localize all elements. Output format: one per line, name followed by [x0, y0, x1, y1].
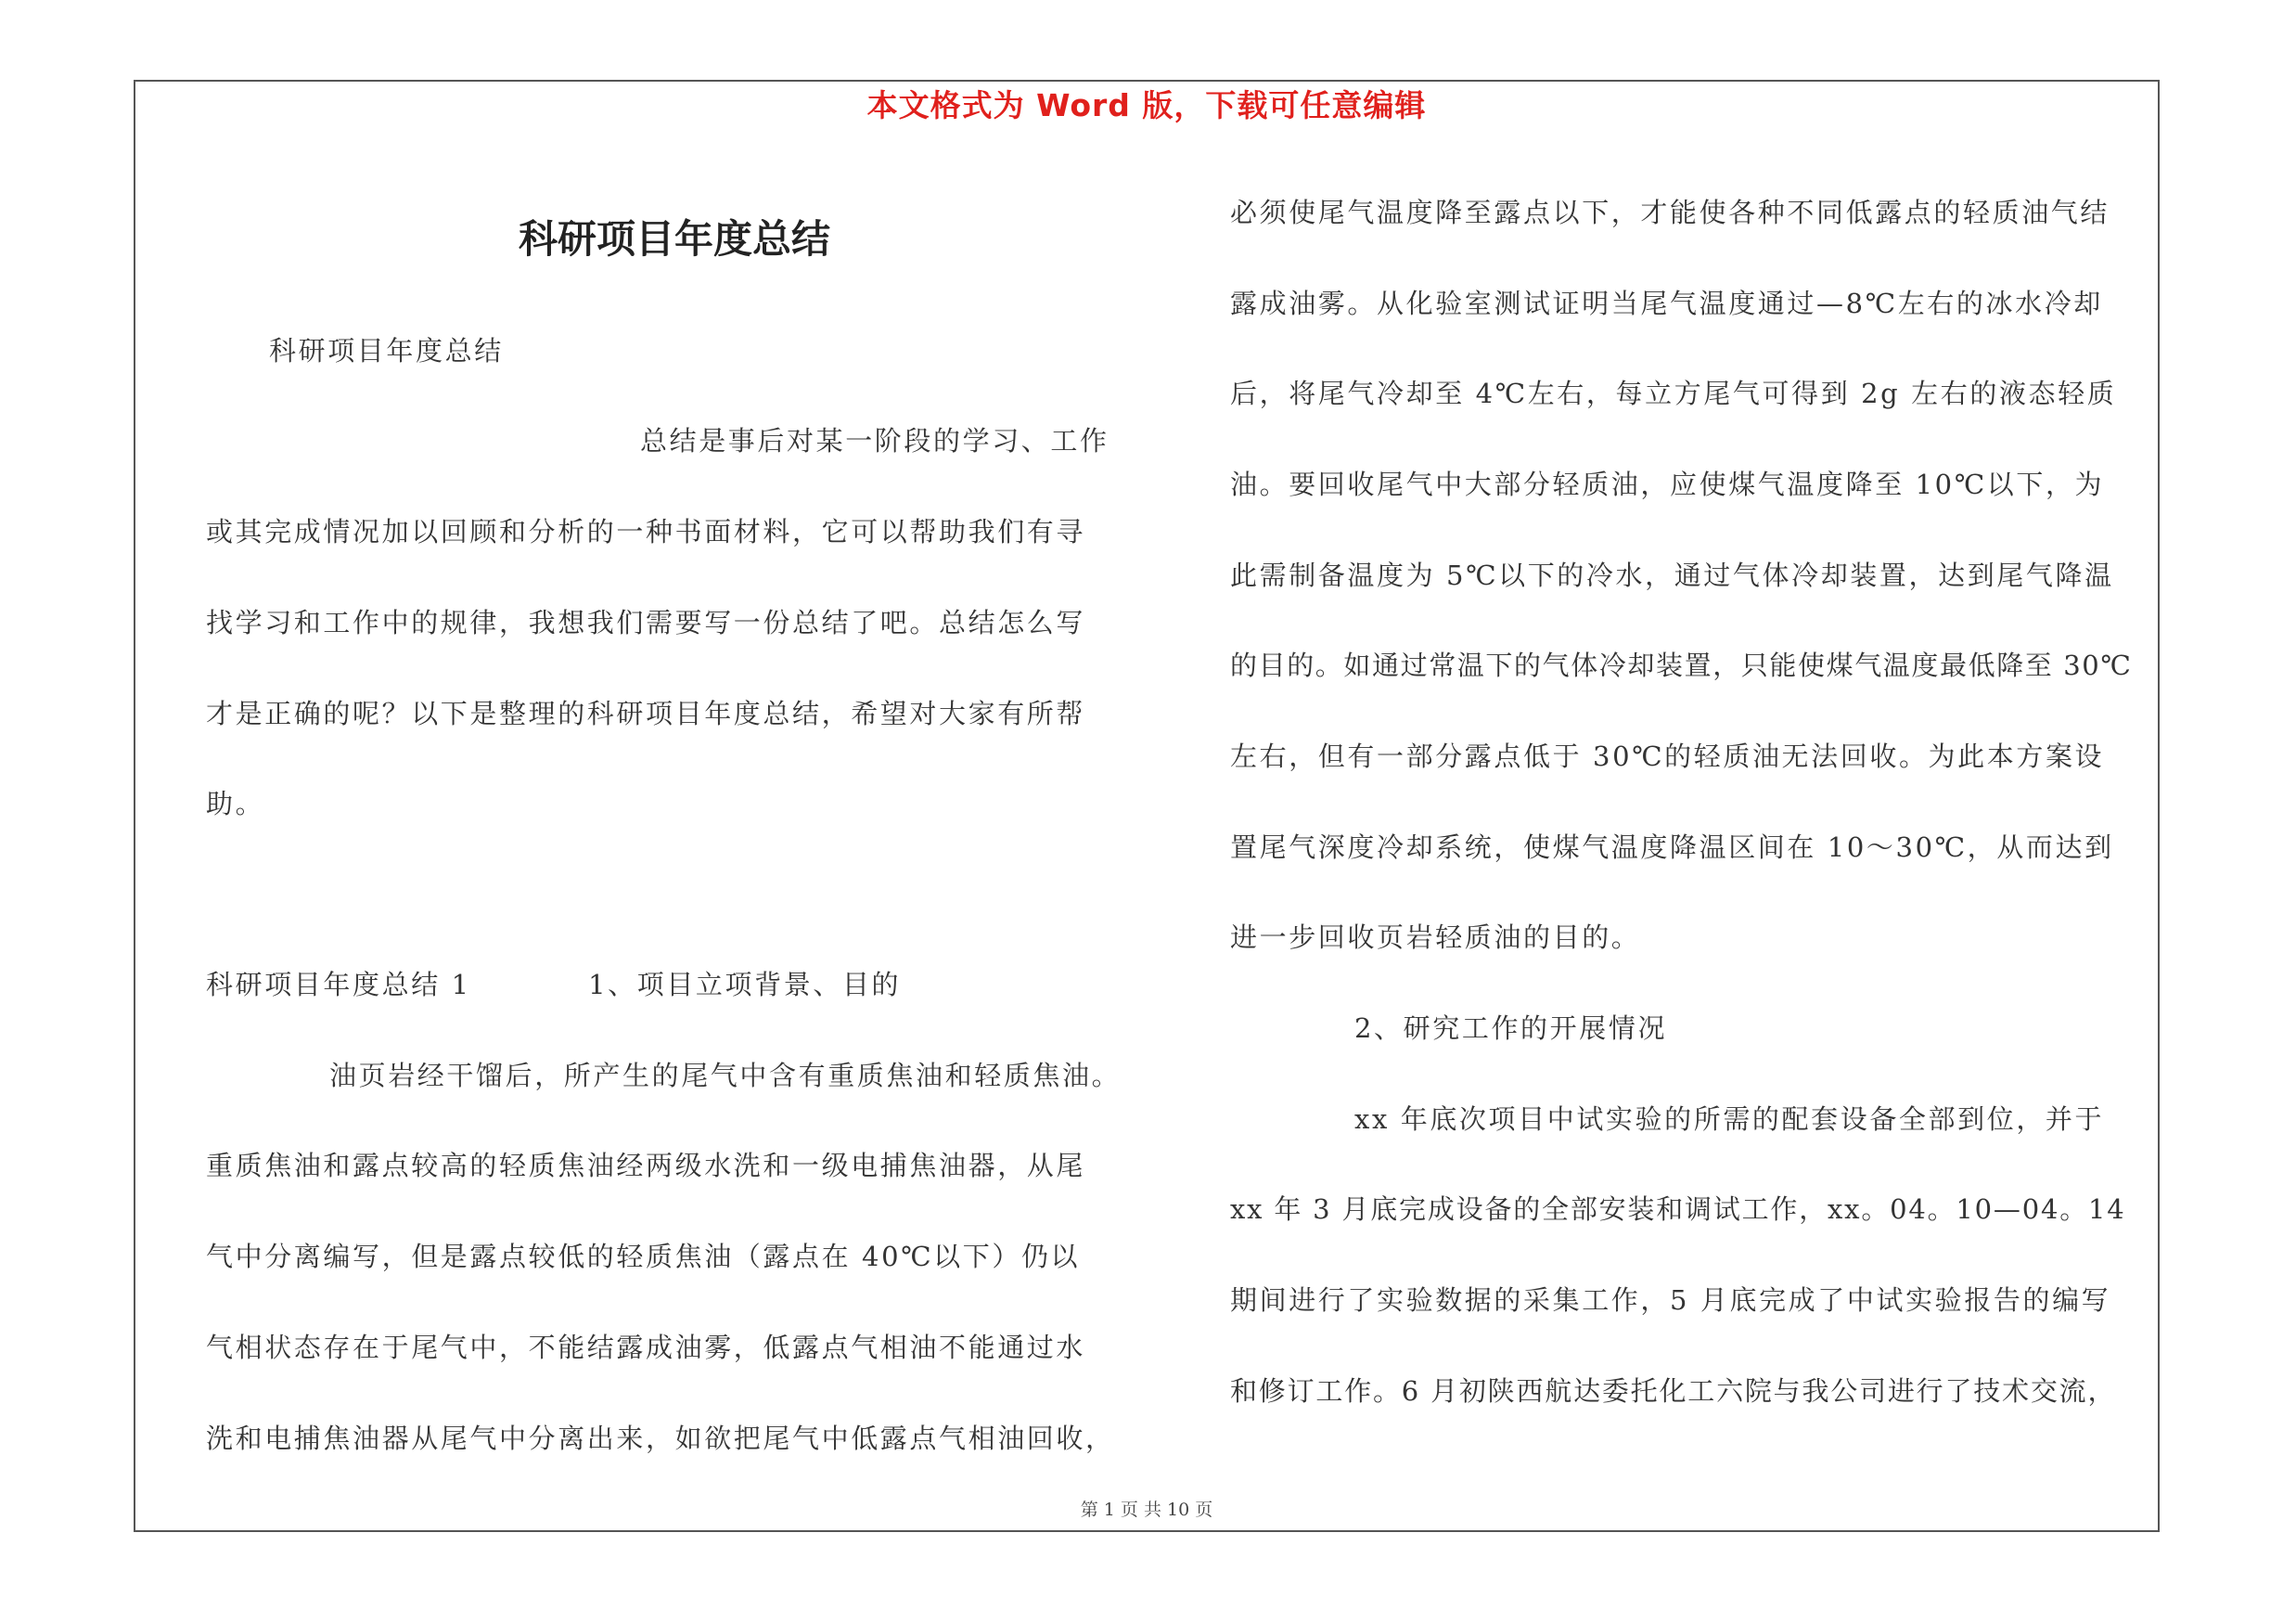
right-line: 的目的。如通过常温下的气体冷却装置，只能使煤气温度最低降至 30℃	[1230, 650, 2133, 681]
right-line-paragraph-start: xx 年底次项目中试实验的所需的配套设备全部到位，并于	[1354, 1103, 2105, 1135]
page-number-footer: 第 1 页 共 10 页	[1080, 1500, 1213, 1520]
left-line: 重质焦油和露点较高的轻质焦油经两级水洗和一级电捕焦油器，从尾	[206, 1150, 1086, 1181]
right-line-section-heading: 2、研究工作的开展情况	[1354, 1012, 1668, 1044]
word-format-banner: 本文格式为 Word 版，下载可任意编辑	[866, 87, 1427, 123]
right-line: 此需制备温度为 5℃以下的冷水，通过气体冷却装置，达到尾气降温	[1230, 560, 2114, 591]
document-title: 科研项目年度总结	[518, 216, 830, 262]
left-line-paragraph-start: 总结是事后对某一阶段的学习、工作	[640, 425, 1110, 457]
right-line: 期间进行了实验数据的采集工作，5 月底完成了中试实验报告的编写	[1230, 1284, 2111, 1316]
left-line: 气中分离编写，但是露点较低的轻质焦油（露点在 40℃以下）仍以	[206, 1241, 1081, 1272]
right-line: 进一步回收页岩轻质油的目的。	[1230, 921, 1641, 953]
left-line-paragraph-start: 油页岩经干馏后，所产生的尾气中含有重质焦油和轻质焦油。	[329, 1060, 1122, 1091]
left-line: 找学习和工作中的规律，我想我们需要写一份总结了吧。总结怎么写	[206, 607, 1086, 638]
left-line: 洗和电捕焦油器从尾气中分离出来，如欲把尾气中低露点气相油回收，	[206, 1423, 1115, 1454]
right-line: 左右，但有一部分露点低于 30℃的轻质油无法回收。为此本方案设	[1230, 741, 2105, 772]
left-line-section-heading: 科研项目年度总结 1 1、项目立项背景、目的	[206, 969, 902, 1000]
left-line-subtitle: 科研项目年度总结	[269, 335, 504, 367]
right-line: xx 年 3 月底完成设备的全部安装和调试工作，xx。04。10—04。14	[1230, 1193, 2126, 1225]
right-line: 油。要回收尾气中大部分轻质油，应使煤气温度降至 10℃以下，为	[1230, 469, 2105, 500]
left-line: 才是正确的呢？以下是整理的科研项目年度总结，希望对大家有所帮	[206, 698, 1086, 729]
right-line: 露成油雾。从化验室测试证明当尾气温度通过—8℃左右的冰水冷却	[1230, 288, 2103, 319]
left-line: 气相状态存在于尾气中，不能结露成油雾，低露点气相油不能通过水	[206, 1332, 1086, 1363]
right-line: 后，将尾气冷却至 4℃左右，每立方尾气可得到 2g 左右的液态轻质	[1230, 378, 2117, 409]
right-line: 置尾气深度冷却系统，使煤气温度降温区间在 10～30℃，从而达到	[1230, 831, 2114, 863]
right-line: 和修订工作。6 月初陕西航达委托化工六院与我公司进行了技术交流，	[1230, 1375, 2117, 1407]
left-line: 助。	[206, 788, 265, 819]
left-line: 或其完成情况加以回顾和分析的一种书面材料，它可以帮助我们有寻	[206, 516, 1086, 547]
right-line: 必须使尾气温度降至露点以下，才能使各种不同低露点的轻质油气结	[1230, 197, 2110, 228]
